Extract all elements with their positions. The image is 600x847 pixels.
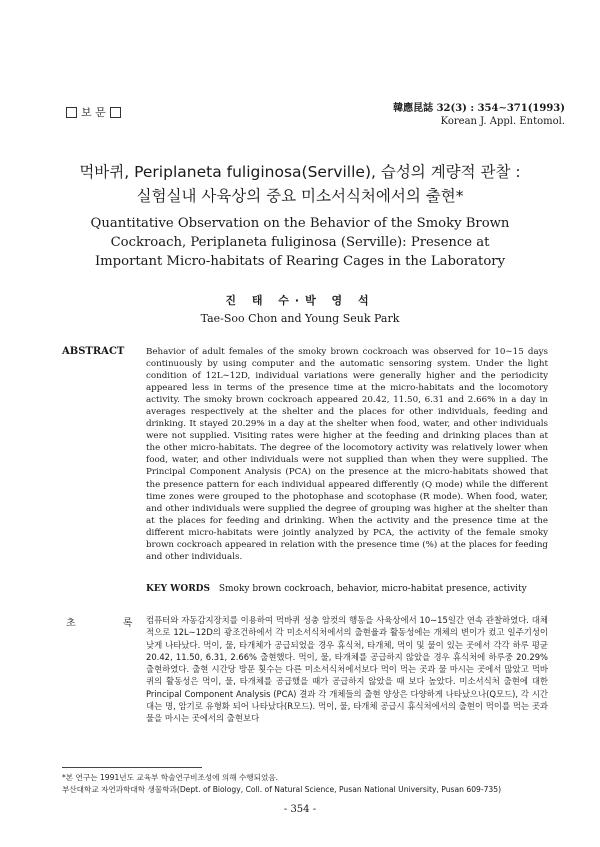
checkbox-right-icon: [110, 107, 121, 118]
english-title-line1: Quantitative Observation on the Behavior of the Smoky Brown: [90, 216, 510, 231]
korean-title: [60, 160, 540, 208]
article-type-tag: [66, 104, 121, 120]
keywords-text: Smoky brown cockroach, behavior, micro-habitat presence, activity: [218, 584, 527, 594]
checkbox-left-icon: [66, 107, 77, 118]
journal-english-name: Korean J. Appl. Entomol.: [440, 116, 565, 127]
journal-header: [393, 102, 565, 128]
english-title-line3: Important Micro-habitats of Rearing Cages in the Laboratory: [94, 254, 506, 269]
footnote-affiliation: 부산대학교 자연과학대학 생물학과(Dept. of Biology, Coll. of Natural Science, Pusan National University, Pusan 609-735): [62, 785, 502, 794]
english-authors: Tae-Soo Chon and Young Seuk Park: [200, 312, 400, 325]
keywords-label: KEY WORDS: [146, 584, 210, 594]
english-title: [60, 214, 540, 271]
footnote-divider: [62, 767, 202, 768]
footnote-funding: *본 연구는 1991년도 교육부 학술연구비조성에 의해 수행되었음.: [62, 773, 279, 782]
journal-citation: 韓應昆誌 32(3) : 354∼371(1993): [393, 103, 565, 114]
english-title-line2: Cockroach, Periplaneta fuliginosa (Serville): Presence at: [110, 235, 490, 250]
korean-abstract-text: 컴퓨터와 자동감지장치를 이용하여 먹바퀴 성충 암컷의 행동을 사육상에서 10∼15일간 연속 관찰하였다. 대체적으로 12L∼12D의 광조건하에서 각 미소서식처에서의 출현율과 활동성에는 개체의 변이가 컸고 일주기성이 낮게 나타났다. 먹이, 물, 타개체가 공급되었을 경우 휴식처, 타개체, 먹이 및 물이 있는 곳에서 각각 하루 평균 20.42, 11.50, 6.31, 2.66% 출현했다. 먹이, 물, 타개체를 공급하지 않았을 경우 휴식처에 하루중 20.29% 출현하였다. 출현 시간당 방문 횟수는 다른 미소서식처에서보다 먹이 먹는 곳과 물 마시는 곳에서 많았고 먹바퀴의 활동성은 먹이, 물, 타개체를 공급했을 때가 공급하지 않았을 때 보다 높았다. 미소서식처 출현에 대한 Principal Component Analysis (PCA) 결과 각 개체들의 출현 양상은 다양하게 나타났으나(Q모드), 각 시간대는 명, 암기로 유형화 되어 나타났다(R모드). 먹이, 물, 타개체 공급시 휴식처에서의 출현이 먹이를 먹는 곳과 물을 마시는 곳에서의 출현보다: [146, 615, 548, 724]
abstract-heading: ABSTRACT: [62, 346, 125, 357]
page-number: - 354 -: [283, 804, 317, 815]
korean-title-line1: 먹바퀴, Periplaneta fuliginosa(Serville), 습성의 계량적 관찰 :: [79, 163, 521, 181]
korean-title-line2: 실험실내 사육상의 중요 미소서식처에서의 출현*: [136, 187, 464, 205]
abstract-text: Behavior of adult females of the smoky brown cockroach was observed for 10∼15 days continuously by using computer and the automatic sensoring system. Under the light condition of 12L∼12D, individual variations were generally higher and the periodicity appeared less in terms of the presence time at the micro-habitats and the locomotory activity. The smoky brown cockroach appeared 20.42, 11.50, 6.31 and 2.66% in a day in averages respectively at the shelter and the places for other individuals, feeding and drinking. It stayed 20.29% in a day at the shelter when food, water, and other individuals were not supplied. Visiting rates were higher at the feeding and drinking places than at the other micro-habitats. The degree of the locomotory activity was relatively lower when food, water, and other individuals were not supplied than when they were supplied. The Principal Component Analysis (PCA) on the presence at the micro-habitats showed that the presence pattern for each individual appeared differently (Q mode) while the different time zones were grouped to the photophase and scotophase (R mode). When food, water, and other individuals were supplied the degree of grouping was higher at the shelter than at the places for feeding and drinking. When the activity and the presence time at the different micro-habitats were jointly analyzed by PCA, the activity of the female smoky brown cockroach appeared in relation with the presence time (%) at the places for feeding and other individuals.: [146, 347, 548, 562]
korean-abstract-heading: 초 록: [66, 618, 155, 629]
keywords: [146, 584, 546, 594]
korean-authors: 진 태 수·박 영 석: [225, 294, 375, 307]
article-type-label: 보 문: [81, 106, 106, 119]
